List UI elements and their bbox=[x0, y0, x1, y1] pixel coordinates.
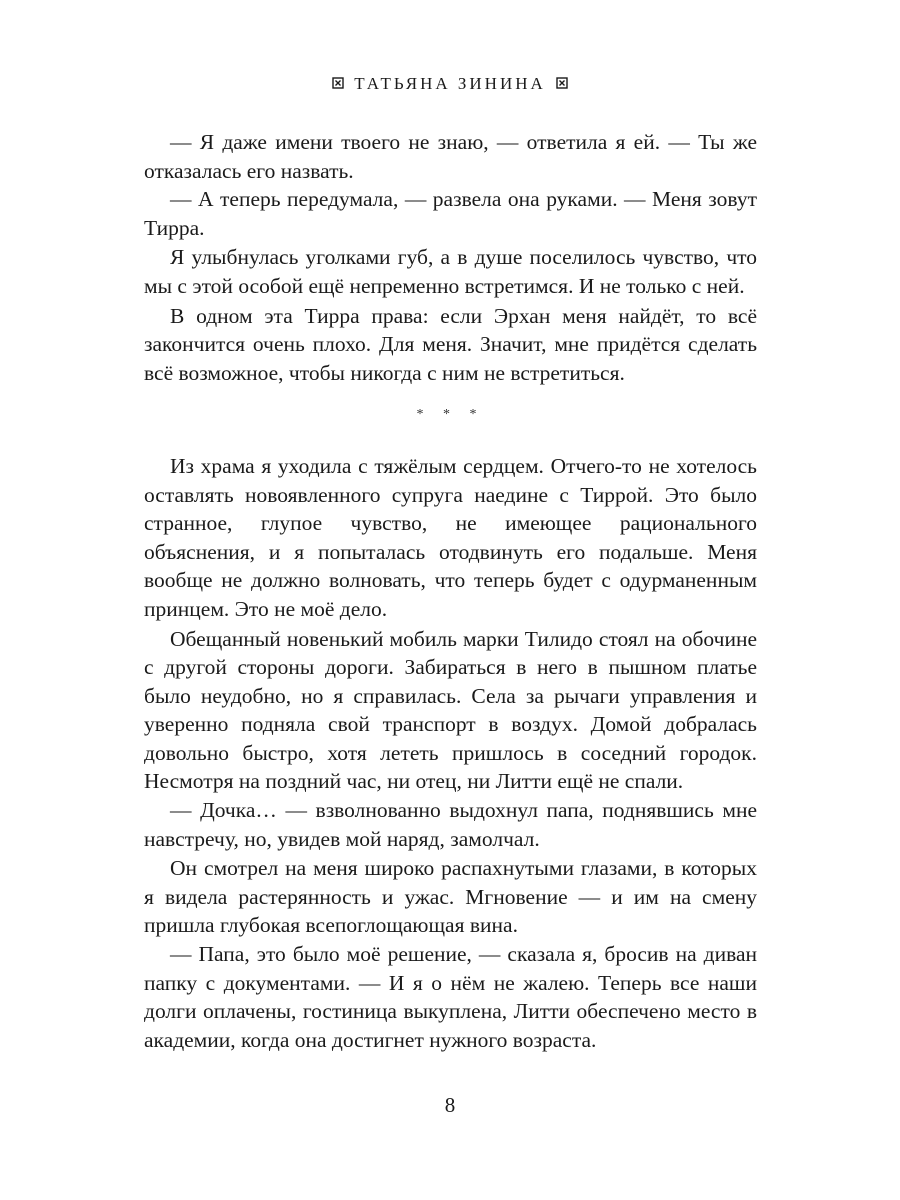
diamond-ornament-icon bbox=[332, 77, 344, 89]
author-name: ТАТЬЯНА ЗИНИНА bbox=[354, 74, 546, 93]
paragraph: Он смотрел на меня широко распахнутыми глазами, в которых я видела растерянность и ужас. Мгновение — и им на смену пришла глубокая всепоглощающая вина. bbox=[144, 856, 757, 938]
paragraph: Я улыбнулась уголками губ, а в душе поселилось чувство, что мы с этой особой ещё непременно встретимся. И не только с ней. bbox=[144, 245, 757, 298]
paragraph: Из храма я уходила с тяжёлым сердцем. Отчего-то не хотелось оставлять новоявленного супруга наедине с Тиррой. Это было странное, глупое чувство, не имеющее рационального объяснения, и я попыталась отодвинуть его подальше. Меня вообще не должно волновать, что теперь будет с одурманенным принцем. Это не моё дело. bbox=[144, 453, 757, 621]
paragraph: В одном эта Тирра права: если Эрхан меня найдёт, то всё закончится очень плохо. Для меня. Значит, мне придётся сделать всё возможное, чтобы никогда с ним не встретиться. bbox=[144, 303, 757, 385]
running-header bbox=[0, 74, 900, 94]
paragraph: — А теперь передумала, — развела она руками. — Меня зовут Тирра. bbox=[144, 187, 757, 240]
page-number: 8 bbox=[444, 1093, 456, 1117]
paragraph: — Папа, это было моё решение, — сказала я, бросив на диван папку с документами. — И я о нём не жалею. Теперь все наши долги оплачены, гостиница выкуплена, Литти обеспечено место в академии, когда она достигнет нужного возраста. bbox=[144, 942, 757, 1052]
section-separator: * * * bbox=[416, 407, 485, 423]
chapter-text bbox=[144, 128, 757, 1054]
paragraph: — Я даже имени твоего не знаю, — ответила я ей. — Ты же отказалась его назвать. bbox=[144, 130, 757, 183]
paragraph: — Дочка… — взволнованно выдохнул папа, поднявшись мне навстречу, но, увидев мой наряд, замолчал. bbox=[144, 798, 757, 851]
diamond-ornament-icon bbox=[556, 77, 568, 89]
paragraph: Обещанный новенький мобиль марки Тилидо стоял на обочине с другой стороны дороги. Забираться в него в пышном платье было неудобно, но я справилась. Села за рычаги управления и уверенно подняла свой транспорт в воздух. Домой добралась довольно быстро, хотя лететь пришлось в соседний городок. Несмотря на поздний час, ни отец, ни Литти ещё не спали. bbox=[144, 626, 757, 794]
